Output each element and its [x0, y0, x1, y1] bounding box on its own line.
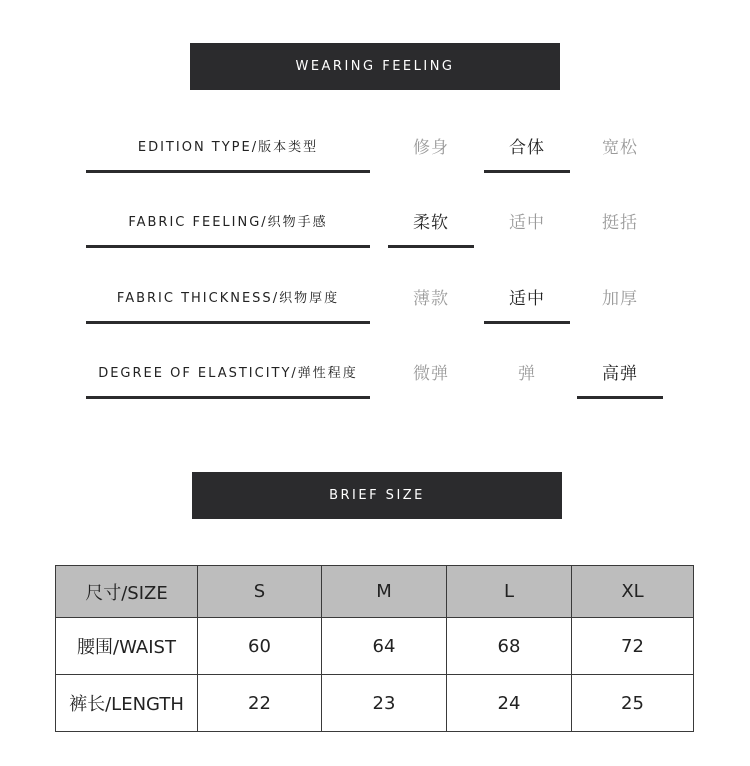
attribute-underline [86, 245, 370, 248]
table-header-row [56, 566, 694, 618]
size-table [55, 565, 694, 732]
option-thin[interactable]: 薄款 [413, 288, 449, 309]
attribute-underline [86, 170, 370, 173]
option-high-stretch[interactable]: 高弹 [577, 346, 663, 396]
attribute-row-fabric-thickness [0, 271, 750, 327]
header-cell: XL [572, 566, 694, 618]
attribute-underline [86, 321, 370, 324]
row-label-cell: 腰围/WAIST [56, 618, 198, 675]
option-slight-stretch[interactable]: 微弹 [413, 363, 449, 384]
option-thick[interactable]: 加厚 [602, 288, 638, 309]
attribute-row-fabric-feeling [0, 195, 750, 251]
option-slim[interactable]: 修身 [413, 137, 449, 158]
header-cell: M [322, 566, 447, 618]
attribute-label: FABRIC FEELING/织物手感 [128, 214, 328, 230]
wearing-feeling-banner: WEARING FEELING [190, 43, 560, 90]
attribute-label: FABRIC THICKNESS/织物厚度 [116, 290, 340, 306]
table-cell: 68 [447, 618, 572, 675]
attribute-row-edition-type [0, 120, 750, 176]
option-stretch[interactable]: 弹 [518, 363, 536, 384]
attribute-row-elasticity [0, 346, 750, 402]
row-label-cell: 裤长/LENGTH [56, 675, 198, 732]
attribute-label: EDITION TYPE/版本类型 [137, 139, 319, 155]
option-medium[interactable]: 适中 [509, 212, 545, 233]
option-medium[interactable]: 适中 [484, 271, 570, 321]
table-cell: 60 [198, 618, 322, 675]
option-soft[interactable]: 柔软 [388, 195, 474, 245]
table-cell: 22 [198, 675, 322, 732]
header-cell: 尺寸/SIZE [56, 566, 198, 618]
table-cell: 25 [572, 675, 694, 732]
table-cell: 23 [322, 675, 447, 732]
table-row [56, 618, 694, 675]
option-loose[interactable]: 宽松 [602, 137, 638, 158]
brief-size-banner: BRIEF SIZE [192, 472, 562, 519]
table-cell: 64 [322, 618, 447, 675]
attribute-underline [86, 396, 370, 399]
option-regular[interactable]: 合体 [484, 120, 570, 170]
attribute-label: DEGREE OF ELASTICITY/弹性程度 [98, 365, 358, 381]
option-crisp[interactable]: 挺括 [602, 212, 638, 233]
table-cell: 24 [447, 675, 572, 732]
header-cell: S [198, 566, 322, 618]
header-cell: L [447, 566, 572, 618]
table-row [56, 675, 694, 732]
table-cell: 72 [572, 618, 694, 675]
